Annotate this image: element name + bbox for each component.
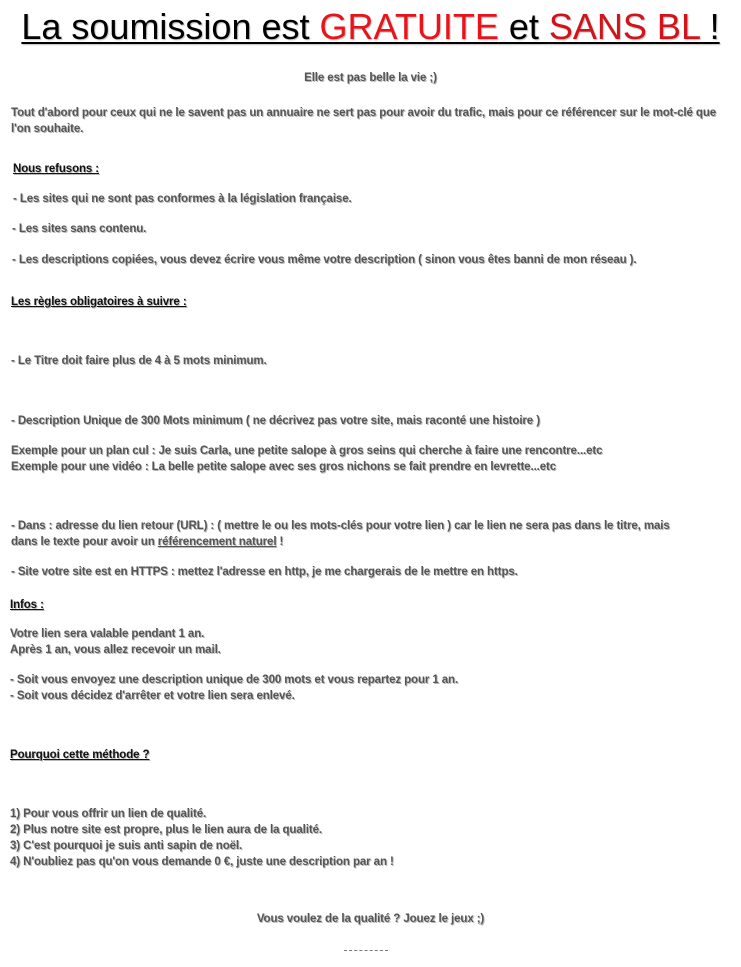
rule-link-line-1: - Dans : adresse du lien retour (URL) : ( mettre le ou les mots-clés pour votre lien ) car le lien ne sera pas dans le titre, mais xyxy=(11,520,670,532)
example-line: Exemple pour un plan cul : Je suis Carla, une petite salope à gros seins qui cherche à faire une rencontre...etc xyxy=(11,445,603,457)
subtitle: Elle est pas belle la vie ;) xyxy=(304,72,437,84)
rule-title: - Le Titre doit faire plus de 4 à 5 mots minimum. xyxy=(11,355,267,367)
refusal-item: - Les descriptions copiées, vous devez écrire vous même votre description ( sinon vous êtes banni de mon réseau ). xyxy=(12,254,637,266)
method-heading: Pourquoi cette méthode ? xyxy=(10,749,150,761)
refusal-item: - Les sites qui ne sont pas conformes à la législation française. xyxy=(13,193,352,205)
rule-description: - Description Unique de 300 Mots minimum ( ne décrivez pas votre site, mais raconté une histoire ) xyxy=(11,415,540,427)
intro-line-2: l'on souhaite. xyxy=(11,123,84,135)
seo-link[interactable]: référencement naturel xyxy=(157,536,277,548)
method-item: 1) Pour vous offrir un lien de qualité. xyxy=(10,808,207,820)
rules-heading: Les règles obligatoires à suivre : xyxy=(11,296,187,308)
infos-line: Après 1 an, vous allez recevoir un mail. xyxy=(10,644,221,656)
refusal-item: - Les sites sans contenu. xyxy=(12,223,147,235)
infos-line: Votre lien sera valable pendant 1 an. xyxy=(10,628,205,640)
title-part-1: La soumission est xyxy=(21,6,320,47)
bottom-divider xyxy=(344,950,388,952)
title-highlight-gratuite: GRATUITE xyxy=(319,6,499,47)
title-highlight-sans-bl: SANS BL xyxy=(548,6,700,47)
infos-validity xyxy=(10,626,221,658)
rule-link-line-2 xyxy=(11,534,670,550)
infos-options xyxy=(10,672,458,704)
method-item: 3) C'est pourquoi je suis anti sapin de noël. xyxy=(10,840,243,852)
rule-https: - Site votre site est en HTTPS : mettez l'adresse en http, je me chargerais de le mettre en https. xyxy=(11,566,518,578)
title-part-3: et xyxy=(498,6,549,47)
refusal-heading: Nous refusons : xyxy=(13,163,100,175)
intro-line-1: Tout d'abord pour ceux qui ne le savent pas un annuaire ne sert pas pour avoir du trafic, mais pour ce référencer sur le mot-clé que xyxy=(11,107,717,119)
rule-link-suffix: ! xyxy=(276,536,284,548)
infos-option: - Soit vous décidez d'arrêter et votre lien sera enlevé. xyxy=(10,690,295,702)
example-line: Exemple pour une vidéo : La belle petite salope avec ses gros nichons se fait prendre en levrette...etc xyxy=(11,461,557,473)
method-item: 2) Plus notre site est propre, plus le lien aura de la qualité. xyxy=(10,824,322,836)
page-title xyxy=(0,6,741,48)
title-part-5: ! xyxy=(699,6,720,47)
rule-examples xyxy=(11,443,602,475)
infos-heading: Infos : xyxy=(10,599,44,611)
intro-paragraph xyxy=(11,105,716,137)
method-list xyxy=(10,806,394,870)
rule-link xyxy=(11,518,670,550)
rule-link-prefix: dans le texte pour avoir un xyxy=(11,536,158,548)
method-item: 4) N'oubliez pas qu'on vous demande 0 €, juste une description par an ! xyxy=(10,856,394,868)
infos-option: - Soit vous envoyez une description unique de 300 mots et vous repartez pour 1 an. xyxy=(10,674,459,686)
closing-text: Vous voulez de la qualité ? Jouez le jeux ;) xyxy=(256,913,485,925)
